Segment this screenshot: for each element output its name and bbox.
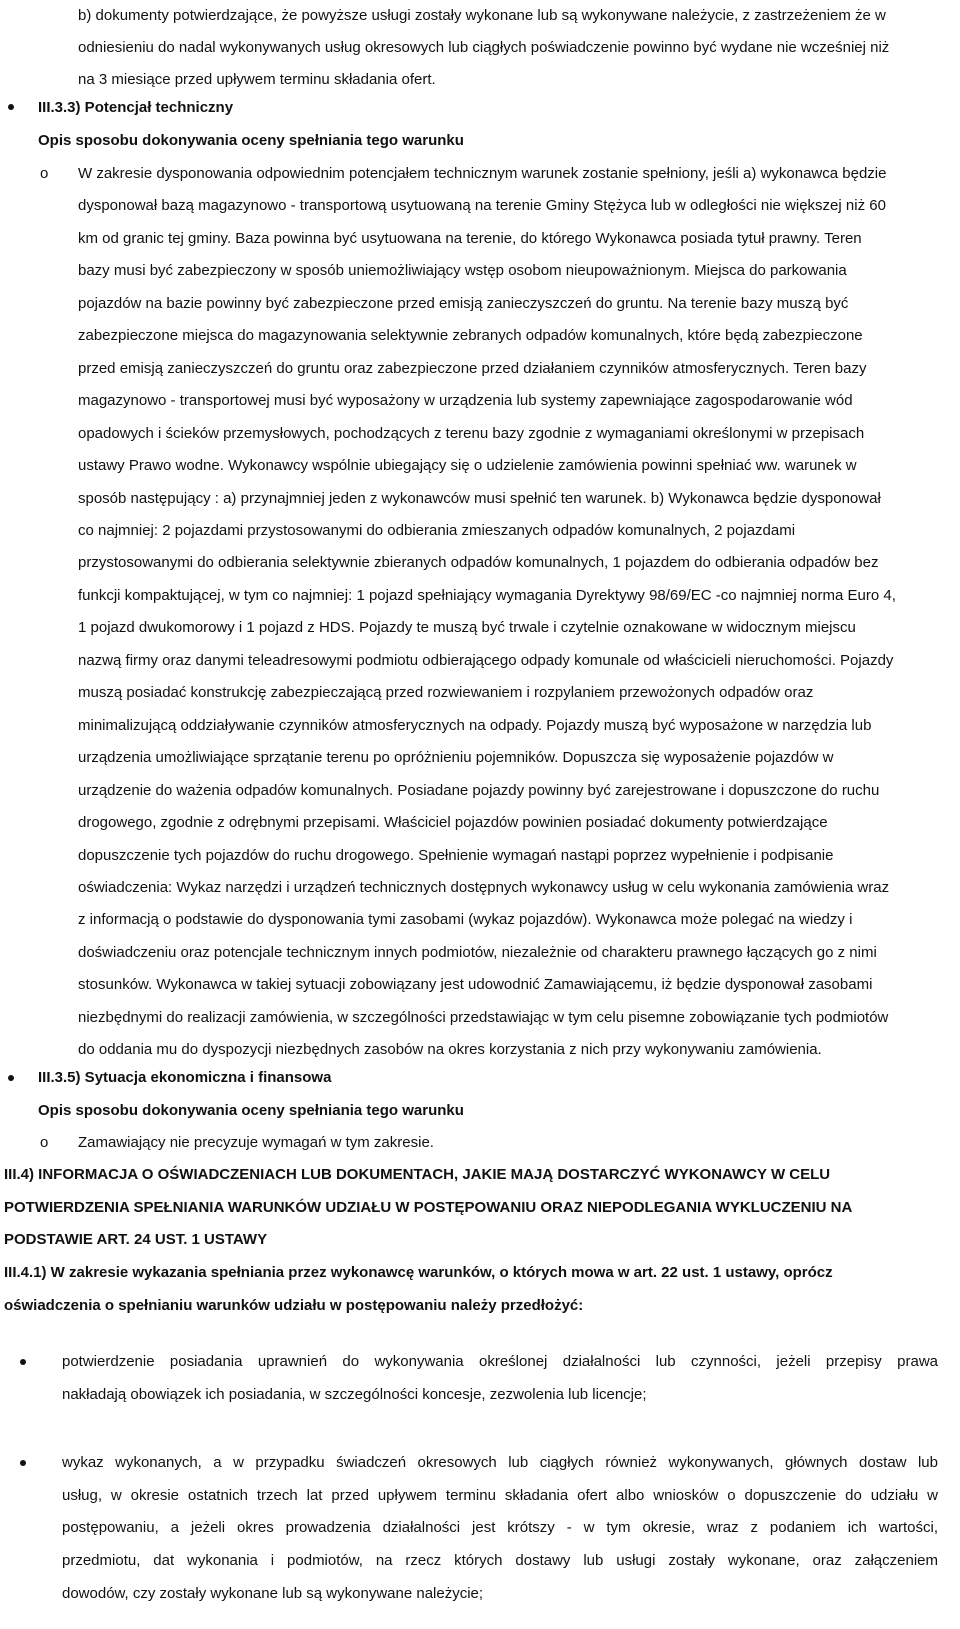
- paragraph-line: dysponował bazą magazynowo - transportową usytuowaną na terenie Gminy Stężyca lub w odległości nie większej niż 60: [78, 197, 886, 215]
- requirement-line: przedmiotu, dat wykonania i podmiotów, na rzecz których dostawy lub usługi zostały wykonane, oraz załączeniem: [62, 1552, 938, 1569]
- section-333-heading: III.3.3) Potencjał techniczny: [38, 99, 234, 116]
- intro-line: odniesieniu do nadal wykonywanych usług okresowych lub ciągłych poświadczenie powinno być wydane nie wcześniej niż: [78, 39, 890, 56]
- section-341-heading-line: oświadczenia o spełnianiu warunków udziału w postępowaniu należy przedłożyć:: [4, 1297, 584, 1314]
- paragraph-line: km od granic tej gminy. Baza powinna być usytuowana na terenie, do którego Wykonawca posiada tytuł prawny. Teren: [78, 229, 862, 247]
- section-34-heading-line: PODSTAWIE ART. 24 UST. 1 USTAWY: [4, 1231, 268, 1248]
- requirement-line: wykaz wykonanych, a w przypadku świadczeń okresowych lub ciągłych również wykonywanych, głównych dostaw lub: [62, 1454, 938, 1471]
- intro-line: b) dokumenty potwierdzające, że powyższe usługi zostały wykonane lub są wykonywane należycie, z zastrzeżeniem że w: [78, 7, 886, 24]
- bullet-dot-icon: [20, 1460, 26, 1466]
- paragraph-line: zabezpieczone miejsca do magazynowania selektywnie zebranych odpadów komunalnych, które będą zabezpieczone: [78, 327, 863, 345]
- requirement-line: usług, w okresie ostatnich trzech lat przed upływem terminu składania ofert albo wniosków o dopuszczenie do udziału w: [62, 1487, 938, 1504]
- paragraph-line: urządzenia umożliwiające sprzątanie terenu po opróżnieniu pojemników. Dopuszcza się wyposażenie pojazdów w: [78, 749, 834, 767]
- section-341-heading-line: III.4.1) W zakresie wykazania spełniania przez wykonawcę warunków, o których mowa w art. 22 ust. 1 ustawy, oprócz: [4, 1264, 833, 1281]
- section-333-subheading: Opis sposobu dokonywania oceny spełniania tego warunku: [38, 132, 464, 149]
- section-34-heading-line: III.4) INFORMACJA O OŚWIADCZENIACH LUB DOKUMENTACH, JAKIE MAJĄ DOSTARCZYĆ WYKONAWCY W CELU: [4, 1166, 831, 1183]
- paragraph-line: funkcji kompaktującej, w tym co najmniej: 1 pojazd spełniający wymagania Dyrektywy 98/69/EC -co najmniej norma Euro 4,: [78, 586, 896, 604]
- requirement-line: postępowaniu, a jeżeli okres prowadzenia działalności jest krótszy - w tym okresie, wraz z podaniem ich wartości,: [62, 1519, 938, 1536]
- paragraph-line: dopuszczenie tych pojazdów do ruchu drogowego. Spełnienie wymagań nastąpi poprzez wypełnienie i podpisanie: [78, 846, 834, 864]
- paragraph-line: doświadczeniu oraz potencjale technicznym innych podmiotów, niezależnie od charakteru prawnego łączących go z nimi: [78, 943, 877, 961]
- section-34-heading-line: POTWIERDZENIA SPEŁNIANIA WARUNKÓW UDZIAŁU W POSTĘPOWANIU ORAZ NIEPODLEGANIA WYKLUCZENIU NA: [4, 1199, 853, 1216]
- paragraph-line: minimalizującą oddziaływanie czynników atmosferycznych na odpady. Pojazdy muszą być wyposażone w narzędzia lub: [78, 716, 872, 734]
- paragraph-line: z informacją o podstawie do dysponowania tymi zasobami (wykaz pojazdów). Wykonawca może polegać na wiedzy i: [78, 911, 853, 929]
- requirement-line: potwierdzenie posiadania uprawnień do wykonywania określonej działalności lub czynności, jeżeli przepisy prawa: [62, 1353, 938, 1370]
- intro-line: na 3 miesiące przed upływem terminu składania ofert.: [78, 71, 436, 88]
- requirement-line: nakładają obowiązek ich posiadania, w szczególności koncesje, zezwolenia lub licencje;: [62, 1386, 647, 1403]
- paragraph-line: do oddania mu do dyspozycji niezbędnych zasobów na okres korzystania z nich przy wykonywaniu zamówienia.: [78, 1041, 822, 1059]
- paragraph-line: niezbędnymi do realizacji zamówienia, w szczególności przedstawiając w tym celu pisemne zobowiązanie tych podmiotów: [78, 1008, 889, 1026]
- section-335-text: Zamawiający nie precyzuje wymagań w tym zakresie.: [78, 1134, 434, 1151]
- requirement-line: dowodów, czy zostały wykonane lub są wykonywane należycie;: [62, 1585, 484, 1602]
- paragraph-line: bazy musi być zabezpieczony w sposób uniemożliwiający wstęp osobom nieupoważnionym. Miejsca do parkowania: [78, 262, 847, 280]
- section-335-subheading: Opis sposobu dokonywania oceny spełniania tego warunku: [38, 1102, 464, 1119]
- paragraph-line: 1 pojazd dwukomorowy i 1 pojazd z HDS. Pojazdy te muszą być trwale i czytelnie oznakowane w widocznym miejscu: [78, 619, 856, 637]
- paragraph-line: magazynowo - transportowej musi być wyposażony w urządzenia lub systemy zapewniające zagospodarowanie wód: [78, 392, 853, 410]
- paragraph-line: sposób następujący : a) przynajmniej jeden z wykonawców musi spełnić ten warunek. b) Wykonawca będzie dysponował: [78, 489, 881, 507]
- circle-bullet-icon: o: [40, 165, 49, 182]
- bullet-dot-icon: [8, 104, 14, 110]
- circle-bullet-icon: o: [40, 1134, 49, 1151]
- paragraph-line: ustawy Prawo wodne. Wykonawcy wspólnie ubiegający się o udzielenie zamówienia powinni spełniać ww. warunek w: [78, 457, 857, 475]
- bullet-dot-icon: [8, 1075, 14, 1081]
- paragraph-line: przed emisją zanieczyszczeń do gruntu oraz zabezpieczone przed działaniem czynników atmosferycznych. Teren bazy: [78, 359, 867, 377]
- bullet-dot-icon: [20, 1359, 26, 1365]
- paragraph-line: co najmniej: 2 pojazdami przystosowanymi do odbierania zmieszanych odpadów komunalnych, 2 pojazdami: [78, 522, 796, 539]
- paragraph-line: nazwą firmy oraz danymi teleadresowymi podmiotu odbierającego odpady komunale od właścicieli nieruchomości. Pojazdy: [78, 651, 894, 669]
- paragraph-line: muszą posiadać konstrukcję zabezpieczającą przed rozwiewaniem i rozpylaniem przewożonych odpadów oraz: [78, 684, 814, 702]
- paragraph-line: opadowych i ścieków przemysłowych, pochodzących z terenu bazy zgodnie z wymaganiami określonymi w przepisach: [78, 424, 865, 442]
- paragraph-line: W zakresie dysponowania odpowiednim potencjałem technicznym warunek zostanie spełniony, jeśli a) wykonawca będzie: [78, 165, 887, 182]
- paragraph-line: oświadczenia: Wykaz narzędzi i urządzeń technicznych dostępnych wykonawcy usług w celu wykonania zamówienia wraz: [78, 878, 890, 896]
- paragraph-line: przystosowanymi do odbierania selektywnie zbieranych odpadów komunalnych, 1 pojazdem do odbierania odpadów bez: [78, 554, 879, 572]
- paragraph-line: drogowego, zgodnie z odrębnymi przepisami. Właściciel pojazdów powinien posiadać dokumenty potwierdzające: [78, 814, 828, 831]
- paragraph-line: urządzenie do ważenia odpadów komunalnych. Posiadane pojazdy powinny być zarejestrowane i dopuszczone do ruchu: [78, 781, 880, 799]
- section-335-heading: III.3.5) Sytuacja ekonomiczna i finansowa: [38, 1069, 332, 1086]
- paragraph-line: pojazdów na bazie powinny być zabezpieczone przed emisją zanieczyszczeń do gruntu. Na terenie bazy muszą być: [78, 294, 849, 312]
- paragraph-line: stosunków. Wykonawca w takiej sytuacji zobowiązany jest udowodnić Zamawiającemu, iż będzie dysponował zasobami: [78, 976, 873, 994]
